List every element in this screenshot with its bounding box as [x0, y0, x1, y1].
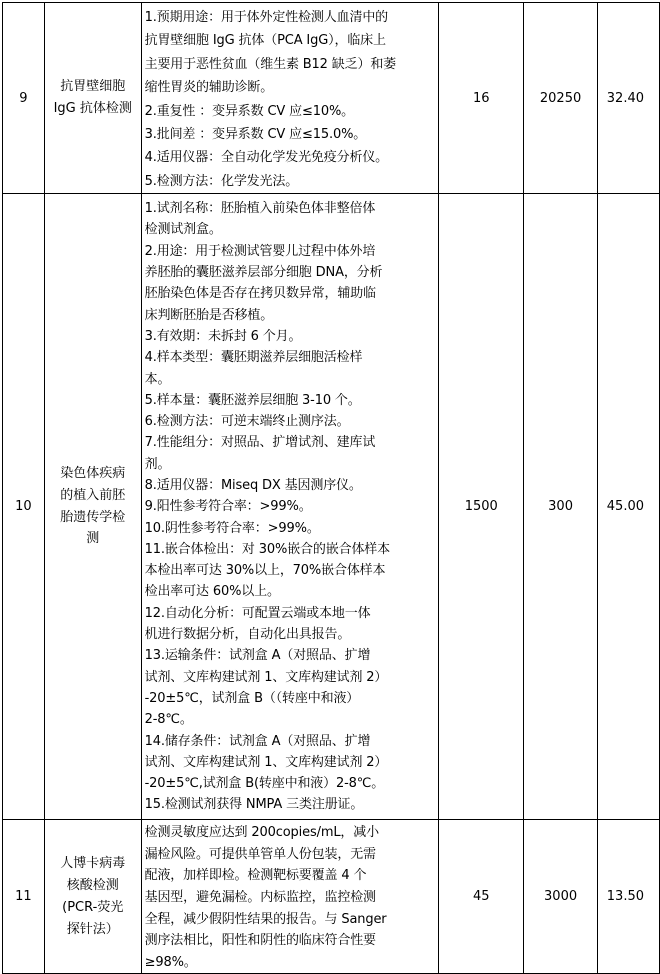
requirement-line: 养胚胎的囊胚滋养层部分细胞 DNA，分析 [144, 265, 383, 281]
row-number: 9 [3, 3, 45, 194]
name-line: 染色体疾病 [60, 466, 126, 482]
technical-requirements [141, 194, 439, 820]
requirement-line: 试剂、文库构建试剂 1、文库构建试剂 2） [144, 669, 388, 685]
name-line: 探针法） [66, 921, 119, 937]
requirement-line: 试剂、文库构建试剂 1、文库构建试剂 2） [144, 754, 388, 770]
requirement-line: 胚胎染色体是否存在拷贝数异常，辅助临 [144, 286, 376, 302]
requirement-line: 配液，加样即检。检测靶标要覆盖 4 个 [144, 868, 367, 884]
requirement-line: ≥98%。 [144, 954, 197, 970]
name-line: 人博卡病毒 [60, 856, 126, 872]
requirement-line: 3.有效期：未拆封 6 个月。 [144, 328, 302, 344]
amount-cell: 300 [524, 194, 598, 820]
requirement-line: 15.检测试剂获得 NMPA 三类注册证。 [144, 797, 364, 813]
requirement-line: 测序法相比，阳性和阴性的临床符合性要 [144, 933, 376, 949]
name-line: 核酸检测 [66, 877, 119, 893]
test-item-name [44, 820, 141, 974]
name-line: 的植入前胚 [60, 487, 126, 503]
requirement-line: 2.重复性 ：变异系数 CV 应≤10%。 [144, 103, 355, 119]
price-cell: 13.50 [598, 820, 660, 974]
requirement-line: 检出率可达 60%以上。 [144, 584, 280, 600]
requirement-line: 2.用途：用于检测试管婴儿过程中体外培 [144, 243, 376, 259]
table-row [3, 3, 660, 194]
requirement-line: 漏检风险。可提供单管单人份包装，无需 [144, 846, 376, 862]
requirement-line: 8.适用仪器：Miseq DX 基因测序仪。 [144, 477, 362, 493]
amount-cell: 20250 [524, 3, 598, 194]
requirement-line: -20±5℃，试剂盒 B（（转座中和液） [144, 690, 360, 706]
requirement-line: 7.性能组分：对照品、扩增试剂、建库试 [144, 435, 376, 451]
table-row [3, 194, 660, 820]
requirement-line: 本。 [144, 371, 171, 387]
price-cell: 32.40 [598, 3, 660, 194]
requirement-line: 检测试剂盒。 [144, 222, 222, 238]
requirement-line: 2-8℃。 [144, 712, 193, 728]
test-item-name [44, 3, 141, 194]
quantity-cell: 1500 [439, 194, 524, 820]
name-line: (PCR-荧光 [62, 899, 124, 915]
row-number: 11 [3, 820, 45, 974]
requirement-line: 本检出率可达 30%以上，70%嵌合体样本 [144, 563, 386, 579]
requirement-line: 检测灵敏度应达到 200copies/mL，减小 [144, 825, 379, 841]
requirement-line: 6.检测方法：可逆末端终止测序法。 [144, 414, 350, 430]
requirement-line: 10.阴性参考符合率：>99%。 [144, 520, 320, 536]
requirement-line: 9.阳性参考符合率：>99%。 [144, 499, 312, 515]
requirement-line: 全程，减少假阴性结果的报告。与 Sanger [144, 911, 387, 927]
name-line: 胎遗传学检 [60, 509, 126, 525]
table-row [3, 820, 660, 974]
requirement-line: 主要用于恶性贫血（维生素 B12 缺乏）和萎 [144, 56, 397, 72]
requirement-line: 抗胃壁细胞 IgG 抗体（PCA IgG），临床上 [144, 33, 386, 49]
requirement-line: 基因型，避免漏检。内标监控，监控检测 [144, 889, 376, 905]
technical-requirements [141, 820, 439, 974]
row-number: 10 [3, 194, 45, 820]
requirement-line: 4.适用仪器：全自动化学发光免疫分析仪。 [144, 150, 389, 166]
name-line: 抗胃壁细胞 [60, 79, 126, 95]
requirement-line: 1.预期用途：用于体外定性检测人血清中的 [144, 10, 389, 25]
price-cell: 45.00 [598, 194, 660, 820]
requirement-line: 4.样本类型：囊胚期滋养层细胞活检样 [144, 350, 363, 366]
quantity-cell: 16 [439, 3, 524, 194]
requirement-line: 3.批间差 ：变异系数 CV 应≤15.0%。 [144, 126, 367, 142]
requirement-line: 11.嵌合体检出：对 30%嵌合的嵌合体样本 [144, 541, 391, 557]
requirement-line: 12.自动化分析：可配置云端或本地一体 [144, 605, 371, 621]
name-line: 测 [86, 531, 100, 547]
requirement-line: 机进行数据分析，自动化出具报告。 [144, 627, 351, 643]
requirement-line: 14.储存条件：试剂盒 A（对照品、扩增 [144, 733, 371, 749]
technical-requirements [141, 3, 439, 194]
name-line: IgG 抗体检测 [53, 101, 132, 117]
test-item-name [44, 194, 141, 820]
requirement-line: 1.试剂名称：胚胎植入前染色体非整倍体 [144, 201, 376, 217]
requirement-line: -20±5℃,试剂盒 B(转座中和液）2-8℃。 [144, 776, 385, 792]
requirement-line: 5.检测方法：化学发光法。 [144, 173, 299, 189]
requirement-line: 13.运输条件：试剂盒 A（对照品、扩增 [144, 648, 371, 664]
amount-cell: 3000 [524, 820, 598, 974]
requirement-line: 缩性胃炎的辅助诊断。 [144, 80, 274, 96]
requirement-line: 床判断胚胎是否移植。 [144, 307, 274, 323]
requirement-line: 5.样本量：囊胚滋养层细胞 3-10 个。 [144, 392, 361, 408]
quantity-cell: 45 [439, 820, 524, 974]
product-spec-table [2, 2, 660, 974]
requirement-line: 剂。 [144, 456, 171, 472]
